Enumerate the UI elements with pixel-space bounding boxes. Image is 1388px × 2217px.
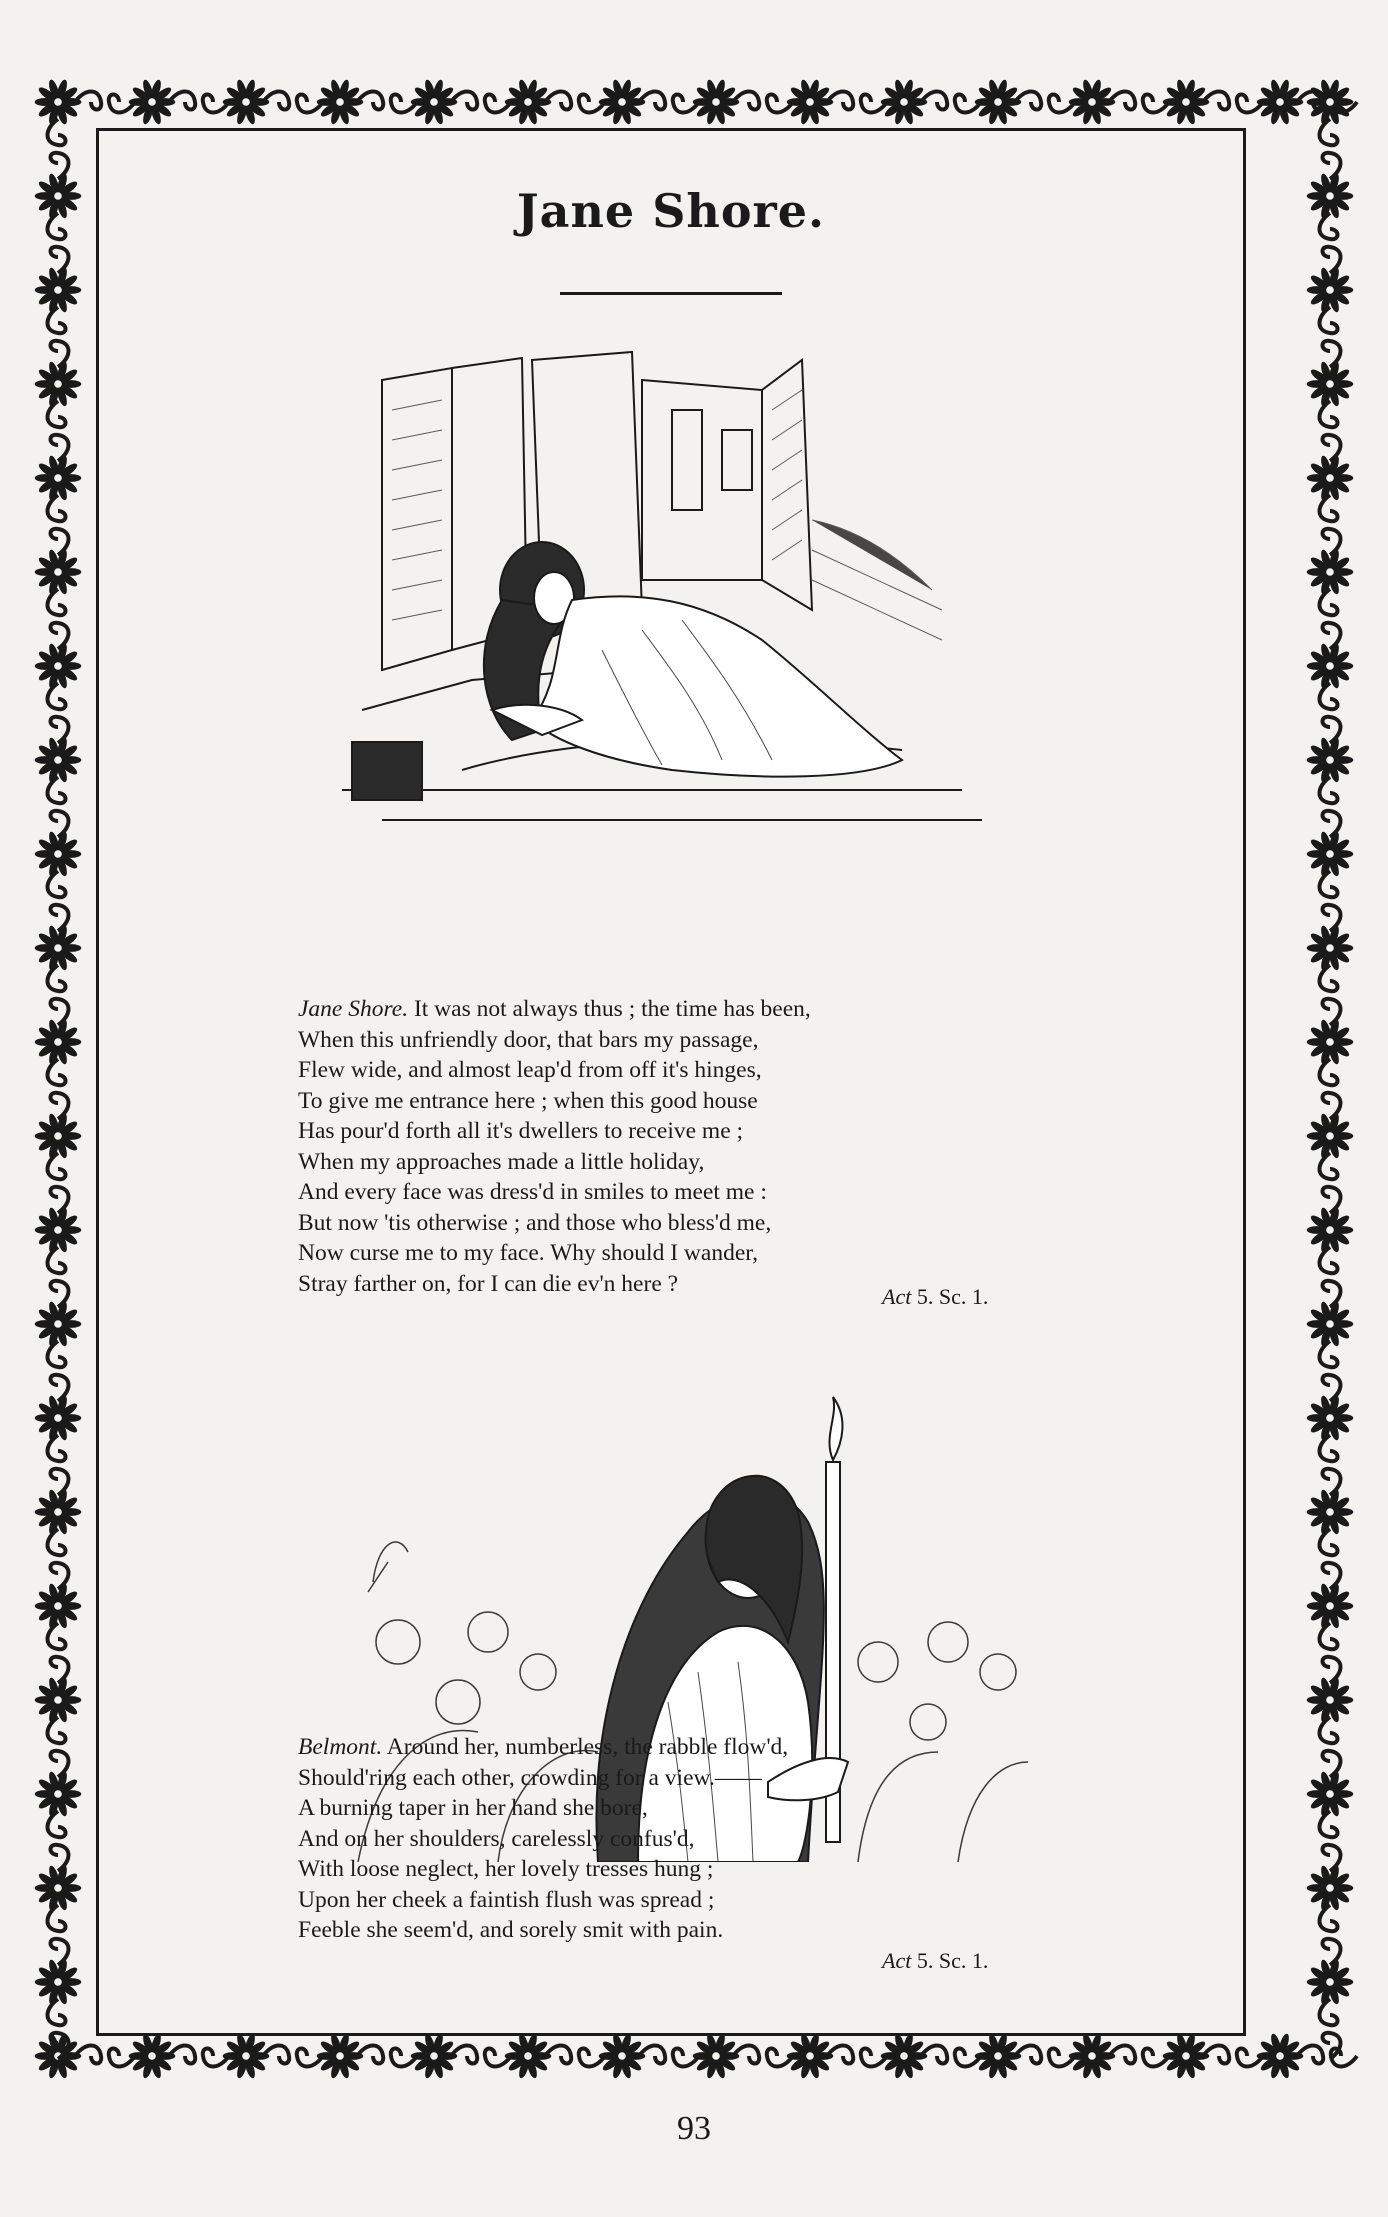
scroll-ornament (1320, 1811, 1341, 1871)
rosette-ornament (787, 2033, 834, 2080)
rosette-ornament (35, 1865, 82, 1912)
verse-passage-2 (298, 1732, 1148, 1946)
rosette-ornament (1307, 925, 1354, 972)
ornamental-border-left (28, 72, 88, 2086)
verse-line: Feeble she seem'd, and sorely smit with pain. (298, 1917, 724, 1943)
scroll-ornament (1320, 1999, 1341, 2059)
rosette-ornament (1307, 549, 1354, 596)
rosette-ornament (35, 455, 82, 502)
scroll-ornament (48, 1529, 69, 1589)
page-content (100, 132, 1242, 2032)
verse-line: Around her, numberless, the rabble flow'd, (386, 1734, 789, 1760)
verse-line: And on her shoulders, carelessly confus'd, (298, 1825, 695, 1852)
woodcut-jane-shore-kneeling-at-door (342, 350, 1022, 870)
rosette-ornament (223, 79, 270, 126)
scroll-ornament (1320, 965, 1341, 1025)
verse-line: Upon her cheek a faintish flush was spread ; (298, 1886, 715, 1913)
rosette-ornament (975, 79, 1022, 126)
scroll-ornament (1320, 871, 1341, 931)
rosette-ornament (881, 79, 928, 126)
scroll-ornament (48, 1153, 69, 1213)
ornamental-border-right (1300, 72, 1360, 2086)
verse-line: But now 'tis otherwise ; and those who bless'd me, (298, 1209, 772, 1236)
scroll-ornament (357, 2046, 417, 2067)
scroll-ornament (48, 1341, 69, 1401)
rosette-ornament (35, 173, 82, 220)
rosette-ornament (411, 2033, 458, 2080)
verse-line: It was not always thus ; the time has been, (413, 996, 811, 1022)
rosette-ornament (411, 79, 458, 126)
scroll-ornament (169, 2046, 229, 2067)
scroll-ornament (48, 683, 69, 743)
rosette-ornament (1307, 173, 1354, 220)
rosette-ornament (1307, 1395, 1354, 1442)
scroll-ornament (48, 1623, 69, 1683)
rosette-ornament (35, 1583, 82, 1630)
scroll-ornament (733, 2046, 793, 2067)
scroll-ornament (733, 92, 793, 113)
rosette-ornament (35, 267, 82, 314)
scroll-ornament (48, 401, 69, 461)
scroll-ornament (357, 92, 417, 113)
rosette-ornament (1257, 79, 1304, 126)
rosette-ornament (35, 79, 82, 126)
speaker-name: Jane Shore. (298, 996, 409, 1022)
rosette-ornament (1307, 361, 1354, 408)
verse-line: Now curse me to my face. Why should I wander, (298, 1240, 759, 1266)
rosette-ornament (317, 79, 364, 126)
scroll-ornament (1320, 1529, 1341, 1589)
scroll-ornament (1320, 1247, 1341, 1307)
rosette-ornament (1307, 1677, 1354, 1724)
scroll-ornament (48, 119, 69, 179)
scroll-ornament (545, 92, 605, 113)
scroll-ornament (48, 1247, 69, 1307)
rosette-ornament (223, 2033, 270, 2080)
scroll-ornament (48, 1435, 69, 1495)
scroll-ornament (1203, 2046, 1263, 2067)
scroll-ornament (48, 495, 69, 555)
scroll-ornament (639, 92, 699, 113)
verse-line: To give me entrance here ; when this good house (298, 1087, 758, 1114)
scroll-ornament (1203, 92, 1263, 113)
verse-line: Stray farther on, for I can die ev'n here ? (298, 1270, 679, 1297)
rosette-ornament (1307, 1771, 1354, 1818)
act-scene-reference: Act 5. Sc. 1. (882, 1948, 989, 1973)
rosette-ornament (1307, 79, 1354, 126)
verse-line: With loose neglect, her lovely tresses hung ; (298, 1856, 714, 1882)
speaker-name: Belmont. (298, 1734, 383, 1760)
scroll-ornament (451, 2046, 511, 2067)
scroll-ornament (1320, 119, 1341, 179)
rosette-ornament (35, 831, 82, 878)
scroll-ornament (921, 2046, 981, 2067)
rosette-ornament (129, 2033, 176, 2080)
scroll-ornament (169, 92, 229, 113)
rosette-ornament (1069, 2033, 1116, 2080)
rosette-ornament (35, 1489, 82, 1536)
verse-passage-1 (298, 994, 1148, 1299)
scroll-ornament (1320, 589, 1341, 649)
scroll-ornament (1320, 307, 1341, 367)
rosette-ornament (1307, 1301, 1354, 1348)
rosette-ornament (35, 1207, 82, 1254)
scroll-ornament (639, 2046, 699, 2067)
act-scene-reference: Act 5. Sc. 1. (882, 1284, 989, 1309)
rosette-ornament (1307, 1019, 1354, 1066)
rosette-ornament (1307, 1207, 1354, 1254)
verse-line: When this unfriendly door, that bars my passage, (298, 1026, 759, 1053)
scroll-ornament (48, 213, 69, 273)
scroll-ornament (1320, 1059, 1341, 1119)
rosette-ornament (35, 1301, 82, 1348)
title-rule (560, 292, 782, 295)
rosette-ornament (129, 79, 176, 126)
rosette-ornament (693, 2033, 740, 2080)
scroll-ornament (48, 777, 69, 837)
scroll-ornament (1320, 213, 1341, 273)
scroll-ornament (263, 2046, 323, 2067)
rosette-ornament (1307, 643, 1354, 690)
rosette-ornament (35, 1959, 82, 2006)
rosette-ornament (1307, 1113, 1354, 1160)
rosette-ornament (975, 2033, 1022, 2080)
scroll-ornament (48, 1905, 69, 1965)
scroll-ornament (48, 1059, 69, 1119)
scroll-ornament (48, 589, 69, 649)
rosette-ornament (599, 2033, 646, 2080)
scroll-ornament (1320, 495, 1341, 555)
rosette-ornament (599, 79, 646, 126)
scroll-ornament (48, 1717, 69, 1777)
scroll-ornament (48, 307, 69, 367)
scroll-ornament (1320, 401, 1341, 461)
rosette-ornament (1163, 2033, 1210, 2080)
rosette-ornament (1069, 79, 1116, 126)
rosette-ornament (1307, 1865, 1354, 1912)
rosette-ornament (1307, 1489, 1354, 1536)
rosette-ornament (1307, 455, 1354, 502)
scroll-ornament (1320, 1153, 1341, 1213)
rosette-ornament (35, 1019, 82, 1066)
scroll-ornament (1015, 92, 1075, 113)
scroll-ornament (48, 1811, 69, 1871)
scroll-ornament (827, 92, 887, 113)
page-title: Jane Shore. (516, 184, 826, 238)
rosette-ornament (505, 79, 552, 126)
rosette-ornament (35, 1113, 82, 1160)
scroll-ornament (1015, 2046, 1075, 2067)
scroll-ornament (1320, 1905, 1341, 1965)
scroll-ornament (1109, 2046, 1169, 2067)
scroll-ornament (48, 965, 69, 1025)
scroll-ornament (1320, 1623, 1341, 1683)
rosette-ornament (787, 79, 834, 126)
rosette-ornament (1307, 831, 1354, 878)
scroll-ornament (1320, 1435, 1341, 1495)
scroll-ornament (1320, 1341, 1341, 1401)
rosette-ornament (35, 1677, 82, 1724)
scroll-ornament (48, 871, 69, 931)
ornamental-border-top (28, 72, 1360, 132)
scroll-ornament (921, 92, 981, 113)
scroll-ornament (263, 92, 323, 113)
rosette-ornament (35, 1771, 82, 1818)
rosette-ornament (881, 2033, 928, 2080)
rosette-ornament (1307, 1959, 1354, 2006)
scroll-ornament (1109, 92, 1169, 113)
verse-line: Should'ring each other, crowding for a view.—— (298, 1764, 762, 1791)
rosette-ornament (1307, 1583, 1354, 1630)
rosette-ornament (35, 643, 82, 690)
rosette-ornament (317, 2033, 364, 2080)
scroll-ornament (545, 2046, 605, 2067)
rosette-ornament (693, 79, 740, 126)
verse-line: When my approaches made a little holiday, (298, 1148, 705, 1175)
rosette-ornament (35, 925, 82, 972)
rosette-ornament (35, 737, 82, 784)
page-number: 93 (677, 2110, 711, 2147)
rosette-ornament (1257, 2033, 1304, 2080)
verse-line: Has pour'd forth all it's dwellers to receive me ; (298, 1118, 744, 1144)
verse-line: Flew wide, and almost leap'd from off it's hinges, (298, 1057, 762, 1083)
scroll-ornament (1320, 683, 1341, 743)
rosette-ornament (1307, 737, 1354, 784)
scroll-ornament (451, 92, 511, 113)
rosette-ornament (1307, 267, 1354, 314)
rosette-ornament (505, 2033, 552, 2080)
verse-line: And every face was dress'd in smiles to meet me : (298, 1179, 767, 1205)
rosette-ornament (1163, 79, 1210, 126)
scroll-ornament (48, 1999, 69, 2059)
rosette-ornament (35, 1395, 82, 1442)
scroll-ornament (1320, 777, 1341, 837)
scroll-ornament (827, 2046, 887, 2067)
rosette-ornament (35, 549, 82, 596)
verse-line: A burning taper in her hand she bore, (298, 1795, 648, 1821)
scroll-ornament (1320, 1717, 1341, 1777)
rosette-ornament (35, 361, 82, 408)
